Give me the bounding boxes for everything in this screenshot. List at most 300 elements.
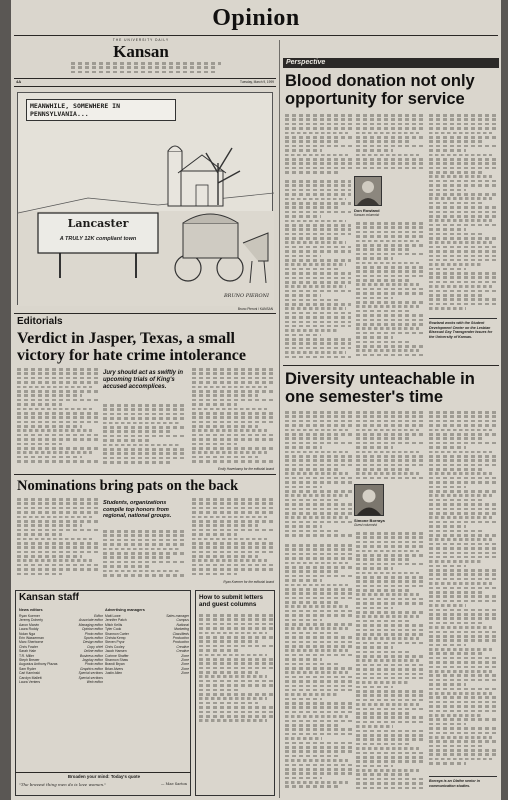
- text-line: [429, 145, 497, 148]
- text-line: [429, 635, 497, 638]
- text-line: [285, 685, 353, 688]
- editorials-label: Editorials: [17, 316, 63, 327]
- news-editor-role: Graphics editor: [80, 666, 103, 671]
- text-line: [429, 745, 483, 748]
- text-line: [285, 742, 353, 745]
- text-line: [285, 772, 353, 775]
- newspaper-page: [11, 0, 501, 800]
- text-line: [17, 533, 62, 536]
- text-line: [192, 524, 258, 527]
- text-line: [192, 533, 237, 536]
- text-line: [356, 778, 424, 781]
- text-line: [429, 272, 497, 275]
- text-line: [103, 444, 180, 447]
- text-line: [285, 632, 339, 635]
- text-line: [356, 354, 424, 357]
- text-line: [356, 773, 410, 776]
- ad-managers-label: Advertising managers: [105, 608, 145, 612]
- text-line: [17, 507, 98, 510]
- editorial-1-signature: Emily Haverkamp for the editorial board: [218, 467, 274, 471]
- text-line: [285, 206, 338, 209]
- text-line: [356, 244, 424, 247]
- text-line: [192, 381, 274, 384]
- text-line: [356, 127, 424, 130]
- text-line: [285, 649, 348, 652]
- cartoon-caption: MEANWHILE, SOMEWHERE IN PENNSYLVANIA...: [26, 99, 176, 121]
- text-line: [285, 562, 348, 565]
- text-line: [356, 624, 424, 627]
- text-line: [285, 446, 322, 449]
- text-line: [17, 447, 98, 450]
- text-line: [285, 118, 353, 121]
- text-line: [356, 738, 424, 741]
- text-line: [199, 702, 258, 705]
- editorial-cartoon: [17, 92, 273, 305]
- text-line: [192, 542, 274, 545]
- text-line: [285, 486, 322, 489]
- text-line: [199, 715, 273, 718]
- text-line: [192, 429, 267, 432]
- text-line: [17, 511, 98, 514]
- text-line: [429, 118, 497, 121]
- text-line: [356, 140, 410, 143]
- text-line: [429, 437, 483, 440]
- text-line: [199, 693, 273, 696]
- text-line: [429, 241, 492, 244]
- text-line: [356, 226, 424, 229]
- text-line: [429, 696, 497, 699]
- ad-manager-role: Zone: [181, 666, 189, 671]
- text-line: [356, 270, 424, 273]
- text-line: [356, 132, 419, 135]
- editorial-2-pullquote: Students, organizations compile top honors from regional, national groups.: [103, 500, 172, 520]
- text-line: [285, 312, 351, 315]
- text-line: [199, 654, 267, 657]
- text-line: [356, 332, 424, 335]
- diversity-col3: [429, 411, 497, 773]
- text-line: [285, 299, 338, 302]
- news-editor-row: [19, 680, 103, 684]
- text-line: [285, 145, 353, 148]
- text-line: [356, 123, 424, 126]
- text-line: [192, 502, 274, 505]
- text-line: [356, 580, 424, 583]
- text-line: [17, 381, 98, 384]
- text-line: [429, 582, 492, 585]
- perspective-col1-top: [285, 114, 353, 177]
- text-line: [285, 433, 353, 436]
- text-line: [356, 345, 424, 348]
- editorial-2-signature: Ryan Koerner for the editorial board: [223, 580, 274, 584]
- text-line: [356, 765, 393, 768]
- news-editor-role: Sports editor: [83, 636, 103, 641]
- text-line: [103, 430, 170, 433]
- text-line: [285, 503, 353, 506]
- ad-manager-name: Justin Allen: [105, 671, 123, 676]
- text-line: [429, 298, 497, 301]
- text-line: [285, 680, 353, 683]
- text-line: [103, 408, 187, 411]
- text-line: [285, 693, 339, 696]
- text-line: [285, 619, 322, 622]
- text-line: [199, 649, 240, 652]
- text-line: [285, 667, 353, 670]
- text-line: [199, 689, 240, 692]
- text-line: [429, 136, 497, 139]
- text-line: [285, 534, 353, 537]
- text-line: [103, 435, 187, 438]
- text-line: [285, 530, 339, 533]
- text-line: [285, 785, 339, 788]
- text-line: [356, 725, 393, 728]
- text-line: [429, 499, 483, 502]
- text-line: [356, 279, 410, 282]
- text-line: [429, 307, 466, 310]
- text-line: [429, 219, 492, 222]
- news-editor-role: Opinion editor: [81, 627, 103, 632]
- text-line: [429, 472, 492, 475]
- text-line: [429, 123, 497, 126]
- town-sign-banner: A TRULY 12K compliant town: [59, 236, 137, 242]
- text-line: [17, 564, 98, 567]
- text-line: [429, 202, 483, 205]
- text-line: [285, 570, 339, 573]
- text-line: [429, 459, 497, 462]
- text-line: [285, 768, 353, 771]
- ad-manager-name: Matt Lowe: [105, 614, 121, 618]
- text-line: [192, 408, 267, 411]
- text-line: [17, 551, 98, 554]
- text-line: [285, 329, 338, 332]
- text-line: [429, 171, 483, 174]
- text-line: [17, 451, 92, 454]
- text-line: [429, 736, 492, 739]
- text-line: [356, 585, 424, 588]
- text-line: [356, 136, 424, 139]
- text-line: [285, 228, 351, 231]
- text-line: [356, 572, 419, 575]
- text-line: [285, 711, 353, 714]
- text-line: [17, 425, 82, 428]
- text-line: [356, 545, 424, 548]
- text-line: [199, 614, 273, 617]
- text-line: [285, 645, 353, 648]
- text-line: [429, 604, 466, 607]
- text-line: [285, 610, 353, 613]
- text-line: [356, 730, 424, 733]
- text-line: [192, 460, 274, 463]
- text-line: [356, 310, 410, 313]
- ad-manager-name: Steven Pryor: [105, 640, 125, 645]
- diversity-col1-top: [285, 411, 353, 541]
- text-line: [356, 721, 424, 724]
- text-line: [192, 573, 237, 576]
- text-line: [199, 632, 267, 635]
- cartoon-credit: Bruno Pieroni / KANSAN: [237, 307, 273, 311]
- text-line: [103, 574, 187, 577]
- text-line: [285, 281, 351, 284]
- text-line: [285, 290, 351, 293]
- text-line: [429, 477, 497, 480]
- diversity-col2-bottom: [356, 532, 424, 794]
- text-line: [199, 662, 273, 665]
- text-line: [356, 659, 419, 662]
- text-line: [285, 211, 351, 214]
- text-line: [285, 198, 346, 201]
- text-line: [356, 558, 410, 561]
- text-line: [429, 626, 492, 629]
- ad-manager-role: Zone: [181, 671, 189, 676]
- text-line: [285, 702, 353, 705]
- text-line: [192, 520, 274, 523]
- text-line: [356, 420, 424, 423]
- text-line: [192, 443, 237, 446]
- perspective-headline: Blood donation not only opportunity for service: [285, 72, 475, 108]
- text-line: [429, 661, 497, 664]
- text-line: [429, 560, 483, 563]
- text-line: [429, 259, 497, 262]
- text-line: [429, 114, 497, 117]
- text-line: [429, 154, 492, 157]
- ad-manager-role: Creative: [176, 649, 189, 654]
- news-editor-role: Business editor: [79, 653, 103, 658]
- text-line: [429, 740, 497, 743]
- text-line: [429, 565, 466, 568]
- text-line: [356, 629, 424, 632]
- text-line: [285, 472, 348, 475]
- news-editor-role: Jayplay editor: [82, 658, 103, 663]
- text-line: [285, 592, 353, 595]
- text-line: [285, 277, 351, 280]
- text-line: [356, 651, 410, 654]
- text-line: [199, 671, 258, 674]
- text-line: [285, 521, 353, 524]
- text-line: [285, 494, 348, 497]
- text-line: [17, 573, 62, 576]
- text-line: [17, 399, 98, 402]
- text-line: [17, 520, 98, 523]
- text-line: [429, 714, 483, 717]
- text-line: [429, 674, 497, 677]
- text-line: [429, 455, 497, 458]
- text-line: [285, 184, 351, 187]
- text-line: [17, 559, 92, 562]
- text-line: [285, 641, 353, 644]
- text-line: [192, 546, 274, 549]
- text-line: [192, 372, 274, 375]
- perspective-col2-bottom: [356, 222, 424, 363]
- news-editor-name: Nolan Nga: [19, 631, 36, 636]
- text-line: [17, 498, 98, 501]
- text-line: [429, 215, 497, 218]
- text-line: [356, 349, 419, 352]
- text-line: [285, 759, 348, 762]
- text-line: [285, 728, 353, 731]
- text-line: [285, 601, 339, 604]
- text-line: [356, 593, 419, 596]
- paper-name: Kansan: [113, 42, 169, 61]
- text-line: [17, 555, 82, 558]
- ad-manager-name: Mitch Kellis: [105, 622, 123, 627]
- text-line: [356, 690, 424, 693]
- text-line: [103, 530, 187, 533]
- text-line: [356, 611, 424, 614]
- text-line: [285, 237, 338, 240]
- editorial-1-pullquote: Jury should act as swiftly in upcoming trials of King's accused accomplices.: [103, 370, 184, 390]
- text-line: [285, 429, 348, 432]
- news-editor-name: Carolyn Mallett: [19, 675, 42, 680]
- text-line: [192, 456, 258, 459]
- text-line: [103, 561, 187, 564]
- text-line: [356, 468, 410, 471]
- cartoonist-signature: BRUNO PIERONI: [224, 293, 269, 299]
- text-line: [285, 516, 348, 519]
- text-line: [17, 412, 98, 415]
- text-line: [429, 595, 497, 598]
- text-line: [356, 769, 419, 772]
- text-line: [192, 425, 258, 428]
- text-line: [285, 420, 353, 423]
- text-line: [103, 461, 170, 464]
- text-line: [429, 552, 497, 555]
- text-line: [429, 512, 497, 515]
- text-line: [356, 477, 424, 480]
- text-line: [356, 327, 419, 330]
- text-line: [356, 167, 424, 170]
- text-line: [356, 336, 393, 339]
- text-line: [429, 631, 497, 634]
- text-line: [285, 508, 353, 511]
- text-line: [285, 636, 353, 639]
- text-line: [285, 171, 339, 174]
- text-line: [285, 123, 353, 126]
- text-line: [429, 132, 492, 135]
- text-line: [103, 457, 187, 460]
- text-line: [429, 657, 497, 660]
- text-line: [103, 548, 180, 551]
- text-line: [356, 222, 424, 225]
- text-line: [429, 609, 497, 612]
- text-line: [285, 720, 353, 723]
- text-line: [356, 747, 419, 750]
- text-line: [17, 390, 98, 393]
- text-line: [429, 723, 466, 726]
- diversity-headline: Diversity unteachable in one semester's time: [285, 370, 475, 406]
- text-line: [356, 673, 424, 676]
- text-line: [429, 468, 483, 471]
- text-line: [103, 448, 187, 451]
- text-line: [285, 464, 353, 467]
- text-line: [285, 755, 339, 758]
- tagline: THE UNIVERSITY DAILY: [112, 38, 170, 42]
- text-line: [285, 154, 348, 157]
- text-line: [285, 268, 338, 271]
- text-line: [356, 323, 424, 326]
- text-line: [429, 490, 497, 493]
- text-line: [429, 162, 497, 165]
- text-line: [429, 415, 497, 418]
- text-line: [429, 578, 497, 581]
- text-line: [429, 494, 492, 497]
- news-editor-role: Special sections: [78, 675, 103, 680]
- text-line: [429, 127, 497, 130]
- ad-manager-name: Brian Alvers: [105, 666, 124, 671]
- text-line: [429, 464, 497, 467]
- text-line: [429, 569, 497, 572]
- text-line: [192, 386, 267, 389]
- editorial-1-col3: [192, 368, 274, 466]
- text-line: [285, 224, 351, 227]
- text-line: [429, 648, 492, 651]
- text-line: [429, 433, 497, 436]
- text-line: [285, 215, 321, 218]
- text-line: [285, 455, 353, 458]
- text-line: [192, 507, 274, 510]
- text-line: [17, 408, 92, 411]
- text-line: [429, 206, 497, 209]
- news-editor-name: Aaron Marvin: [19, 622, 40, 627]
- ad-manager-name: Tyler Cook: [105, 627, 122, 632]
- guest-columnist-title: Guest columnist: [354, 523, 377, 527]
- text-line: [429, 246, 497, 249]
- ad-manager-role: Classifieds: [172, 631, 189, 636]
- text-line: [17, 434, 98, 437]
- text-line: [285, 189, 351, 192]
- text-line: [429, 237, 497, 240]
- text-line: [356, 532, 424, 535]
- text-line: [17, 502, 98, 505]
- text-line: [192, 529, 274, 532]
- perspective-footer-note: Rowland works with the Student Development Center on the Lesbian Bisexual Gay Transgender Issues for the University of Kansas.: [429, 318, 497, 339]
- text-line: [192, 568, 274, 571]
- text-line: [17, 421, 98, 424]
- text-line: [356, 262, 419, 265]
- text-line: [285, 676, 353, 679]
- text-line: [192, 377, 274, 380]
- diversity-col2-top: [356, 411, 424, 481]
- text-line: [429, 613, 497, 616]
- text-line: [285, 579, 322, 582]
- news-editor-name: Augustus Anthony Plazas: [19, 662, 58, 667]
- text-line: [285, 468, 339, 471]
- text-line: [192, 438, 274, 441]
- text-line: [356, 756, 424, 759]
- news-editor-role: Photo editor: [84, 662, 103, 667]
- text-line: [429, 486, 466, 489]
- guest-columnist-photo: [354, 484, 384, 516]
- text-line: [429, 644, 466, 647]
- text-line: [356, 451, 419, 454]
- text-line: [103, 570, 180, 573]
- text-line: [356, 598, 424, 601]
- text-line: [285, 342, 351, 345]
- text-line: [103, 539, 187, 542]
- text-line: [285, 415, 353, 418]
- perspective-col2: [356, 114, 424, 174]
- text-line: [103, 417, 187, 420]
- text-line: [103, 552, 187, 555]
- news-editor-name: Sarah Hale: [19, 649, 36, 654]
- text-line: [199, 618, 273, 621]
- text-line: [429, 276, 497, 279]
- ad-manager-role: Sales manager: [166, 614, 189, 618]
- ad-manager-name: Jennifer Patch: [105, 618, 127, 623]
- ad-manager-name: Chris Cooley: [105, 644, 125, 649]
- text-line: [356, 446, 393, 449]
- text-line: [285, 654, 353, 657]
- text-line: [356, 257, 393, 260]
- text-line: [356, 677, 424, 680]
